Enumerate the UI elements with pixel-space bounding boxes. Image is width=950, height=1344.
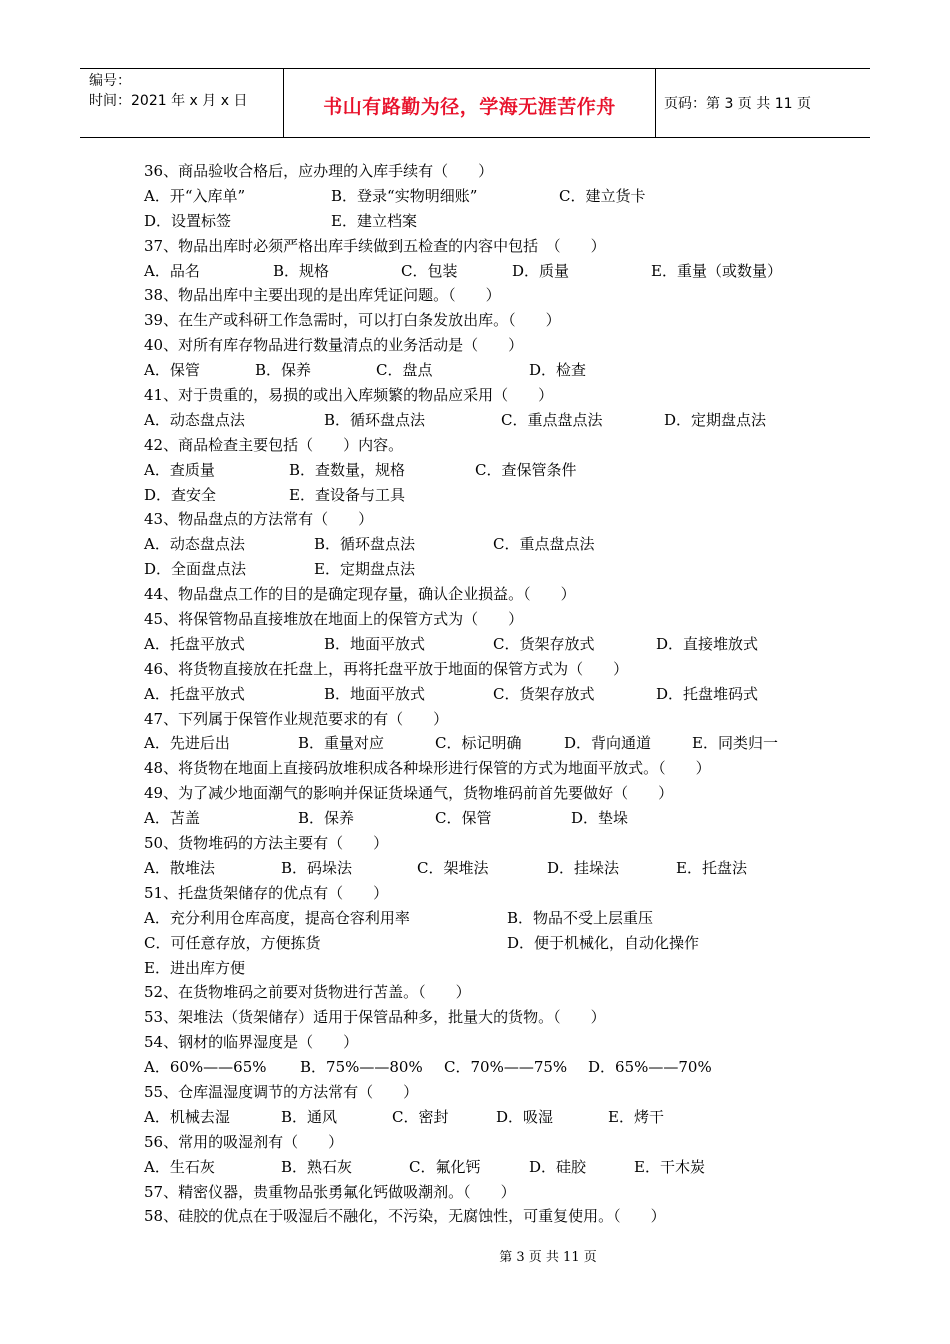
- question-list: [144, 159, 844, 1229]
- options-line: [144, 856, 844, 881]
- header-motto: 书山有路勤为径，学海无涯苦作舟: [284, 69, 656, 137]
- answer-option: B．物品不受上层重压: [507, 908, 654, 927]
- answer-option: A．60%——65%: [144, 1058, 267, 1077]
- question-line: 36、商品验收合格后，应办理的入库手续有（ ）: [144, 162, 494, 180]
- answer-option: D．便于机械化，自动化操作: [507, 933, 700, 952]
- answer-option: E．同类归一: [692, 734, 778, 753]
- answer-option: A．先进后出: [144, 734, 230, 753]
- answer-option: A．保管: [144, 361, 200, 380]
- options-line: [144, 731, 844, 756]
- options-line: [144, 184, 844, 209]
- options-line: [144, 632, 844, 657]
- options-line: [144, 532, 844, 557]
- answer-option: A．苫盖: [144, 809, 200, 828]
- question-line: 50、货物堆码的方法主要有（ ）: [144, 834, 389, 853]
- question-line: 48、将货物在地面上直接码放堆积成各种垛形进行保管的方式为地面平放式。（ ）: [144, 759, 711, 778]
- answer-option: C．重点盘点法: [493, 535, 595, 554]
- answer-option: B．循环盘点法: [324, 410, 426, 429]
- answer-option: D．直接堆放式: [656, 634, 759, 653]
- answer-option: E．烤干: [608, 1107, 664, 1126]
- answer-option: C．重点盘点法: [501, 410, 603, 429]
- options-line: [144, 806, 844, 831]
- answer-option: B．熟石灰: [281, 1157, 353, 1176]
- question-line: 38、物品出库中主要出现的是出库凭证问题。（ ）: [144, 286, 501, 305]
- answer-option: A．托盘平放式: [144, 634, 245, 653]
- options-line: [144, 1155, 844, 1180]
- answer-option: B．地面平放式: [324, 634, 426, 653]
- answer-option: A．开“入库单”: [144, 186, 246, 205]
- answer-option: E．建立档案: [331, 211, 417, 230]
- answer-option: B．登录“实物明细账”: [331, 186, 478, 205]
- answer-option: A．品名: [144, 261, 200, 280]
- answer-option: B．地面平放式: [324, 684, 426, 703]
- answer-option: E．重量（或数量）: [651, 261, 782, 280]
- answer-option: D．设置标签: [144, 211, 232, 230]
- question-line: 39、在生产或科研工作急需时，可以打白条发放出库。（ ）: [144, 311, 561, 330]
- question-line: 52、在货物堆码之前要对货物进行苫盖。（ ）: [144, 983, 471, 1002]
- answer-option: E．干木炭: [634, 1157, 705, 1176]
- answer-option: C．盘点: [376, 361, 433, 380]
- answer-option: B．重量对应: [298, 734, 385, 753]
- question-line: 45、将保管物品直接堆放在地面上的保管方式为（ ）: [144, 610, 524, 629]
- answer-option: D．背向通道: [564, 734, 652, 753]
- header-left-cell: [80, 69, 284, 137]
- answer-option: A．机械去湿: [144, 1107, 230, 1126]
- answer-option: E．定期盘点法: [314, 560, 415, 579]
- answer-option: C．货架存放式: [493, 634, 595, 653]
- question-line: 58、硅胶的优点在于吸湿后不融化，不污染，无腐蚀性，可重复使用。（ ）: [144, 1207, 666, 1226]
- answer-option: C．保管: [435, 809, 492, 828]
- question-line: 42、商品检查主要包括（ ）内容。: [144, 435, 404, 454]
- answer-option: C．密封: [392, 1107, 449, 1126]
- options-line: [144, 557, 844, 582]
- answer-option: C．包装: [401, 261, 458, 280]
- answer-option: A．散堆法: [144, 858, 215, 877]
- answer-option: B．查数量，规格: [289, 460, 406, 479]
- options-line: [144, 956, 844, 981]
- answer-option: D．吸湿: [496, 1107, 554, 1126]
- answer-option: D．硅胶: [529, 1157, 587, 1176]
- options-line: [144, 408, 844, 433]
- answer-option: B．循环盘点法: [314, 535, 416, 554]
- answer-option: A．充分利用仓库高度，提高仓容利用率: [144, 908, 410, 927]
- answer-option: B．规格: [273, 261, 330, 280]
- question-line: 41、对于贵重的，易损的或出入库频繁的物品应采用（ ）: [144, 386, 554, 405]
- options-line: [144, 259, 844, 284]
- answer-option: C．氟化钙: [409, 1157, 481, 1176]
- answer-option: D．质量: [512, 261, 570, 280]
- answer-option: C．架堆法: [417, 858, 489, 877]
- options-line: [144, 682, 844, 707]
- question-line: 37、物品出库时必须严格出库手续做到五检查的内容中包括 （ ）: [144, 236, 606, 255]
- answer-option: A．生石灰: [144, 1157, 215, 1176]
- options-line: [144, 931, 844, 956]
- answer-option: A．动态盘点法: [144, 535, 245, 554]
- answer-option: A．查质量: [144, 460, 215, 479]
- options-line: [144, 458, 844, 483]
- question-line: 49、为了减少地面潮气的影响并保证货垛通气，货物堆码前首先要做好（ ）: [144, 784, 674, 803]
- question-line: 53、架堆法（货架储存）适用于保管品种多，批量大的货物。（ ）: [144, 1008, 606, 1027]
- options-line: [144, 209, 844, 234]
- answer-option: C．查保管条件: [475, 460, 577, 479]
- answer-option: B．保养: [298, 809, 355, 828]
- answer-option: C．建立货卡: [559, 186, 646, 205]
- answer-option: E．进出库方便: [144, 958, 245, 977]
- question-line: 47、下列属于保管作业规范要求的有（ ）: [144, 709, 449, 728]
- answer-option: E．查设备与工具: [289, 485, 405, 504]
- question-line: 44、物品盘点工作的目的是确定现存量，确认企业损益。（ ）: [144, 585, 576, 604]
- answer-option: A．动态盘点法: [144, 410, 245, 429]
- date-label: 时间：2021 年 x 月 x 日: [89, 93, 248, 109]
- page-header: [80, 68, 870, 138]
- question-line: 57、精密仪器，贵重物品张勇氟化钙做吸潮剂。（ ）: [144, 1182, 516, 1201]
- question-line: 55、仓库温湿度调节的方法常有（ ）: [144, 1082, 419, 1101]
- answer-option: C．标记明确: [435, 734, 522, 753]
- options-line: [144, 1055, 844, 1080]
- question-line: 56、常用的吸湿剂有（ ）: [144, 1132, 344, 1151]
- options-line: [144, 483, 844, 508]
- answer-option: D．检查: [529, 361, 587, 380]
- page-footer: 第 3 页 共 11 页: [499, 1250, 597, 1265]
- answer-option: E．托盘法: [676, 858, 747, 877]
- options-line: [144, 1105, 844, 1130]
- options-line: [144, 906, 844, 931]
- answer-option: B．码垛法: [281, 858, 353, 877]
- answer-option: D．托盘堆码式: [656, 684, 759, 703]
- number-label: 编号：: [89, 73, 131, 89]
- answer-option: C．70%——75%: [444, 1058, 568, 1077]
- answer-option: B．保养: [255, 361, 312, 380]
- answer-option: D．定期盘点法: [664, 410, 767, 429]
- question-line: 46、将货物直接放在托盘上，再将托盘平放于地面的保管方式为（ ）: [144, 659, 629, 678]
- answer-option: B．75%——80%: [300, 1058, 423, 1077]
- answer-option: B．通风: [281, 1107, 338, 1126]
- answer-option: D．查安全: [144, 485, 217, 504]
- answer-option: C．货架存放式: [493, 684, 595, 703]
- answer-option: D．挂垛法: [547, 858, 620, 877]
- question-line: 43、物品盘点的方法常有（ ）: [144, 510, 374, 529]
- question-line: 40、对所有库存物品进行数量清点的业务活动是（ ）: [144, 336, 524, 355]
- question-line: 51、托盘货架储存的优点有（ ）: [144, 883, 389, 902]
- answer-option: C．可任意存放，方便拣货: [144, 933, 321, 952]
- answer-option: A．托盘平放式: [144, 684, 245, 703]
- question-line: 54、钢材的临界湿度是（ ）: [144, 1033, 359, 1052]
- header-page-info: 页码：第 3 页 共 11 页: [664, 96, 811, 112]
- answer-option: D．65%——70%: [588, 1058, 712, 1077]
- options-line: [144, 358, 844, 383]
- answer-option: D．全面盘点法: [144, 560, 247, 579]
- answer-option: D．垫垛: [571, 809, 629, 828]
